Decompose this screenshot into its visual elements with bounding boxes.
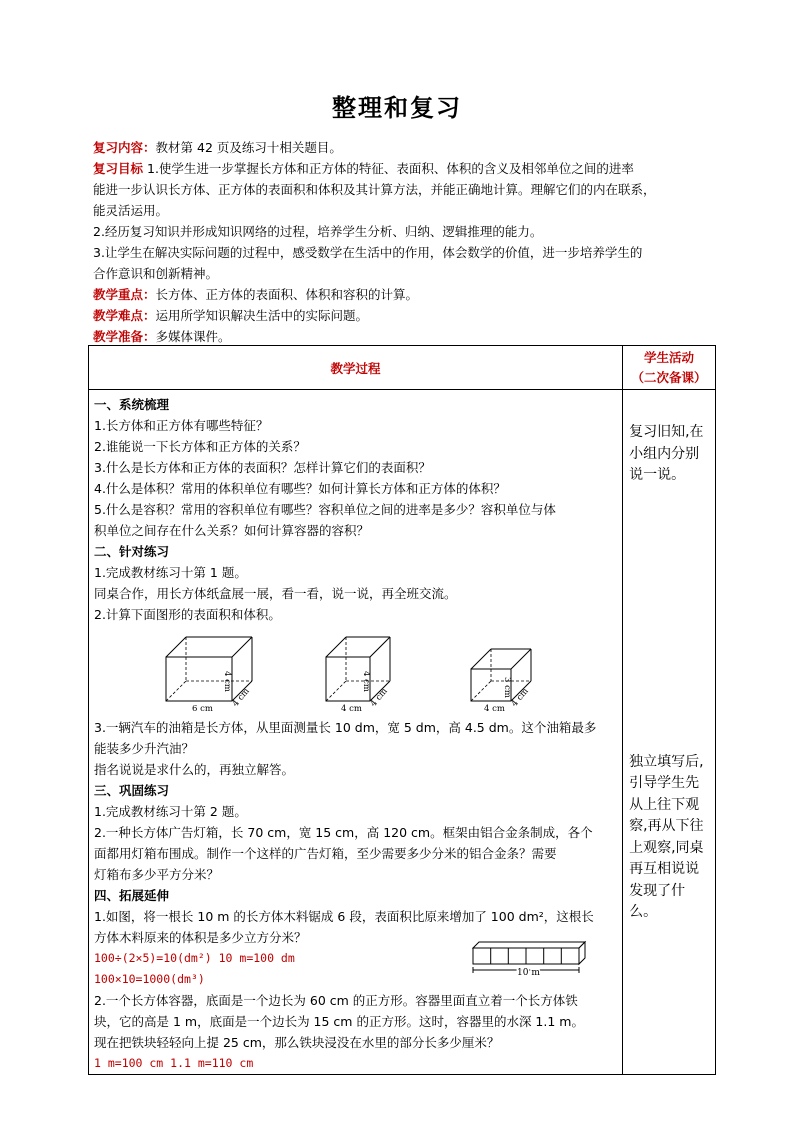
difficult-point-text: 运用所学知识解决生活中的实际问题。 [155,308,369,323]
section-4-title: 四、拓展延伸 [94,888,170,903]
section-3-title: 三、巩固练习 [94,783,170,798]
s3-p1: 1.完成教材练习十第 2 题。 [94,804,247,819]
side-note-2-line: 独立填写后, [629,753,704,770]
header-student-activity [623,346,716,390]
process-cell [89,390,623,1075]
key-point-label: 教学重点： [93,287,156,302]
preparation-text: 多媒体课件。 [155,329,231,344]
cube-figure-2 [319,627,399,715]
side-note-2 [629,752,709,924]
s3-p2-line2: 面都用灯箱布围成。制作一个这样的广告灯箱，至少需要多少分米的铝合金条？需要 [94,846,557,861]
lesson-table [88,345,716,1075]
review-goal-3-line2: 合作意识和创新精神。 [93,266,219,281]
side-note-1-line: 复习旧知,在 [629,424,704,440]
s2-p3: 3.一辆汽车的油箱是长方体，从里面测量长 10 dm，宽 5 dm，高 4.5 dm。这个油箱最多 [94,720,597,735]
preparation [93,326,715,347]
s4-p2-line2: 块，它的高是 1 m，底面是一个边长为 15 cm 的正方形。这时，容器里的水深 1.1 m。 [94,1014,584,1029]
s4-p2-line3: 现在把铁块轻轻向上提 25 cm，那么铁块浸没在水里的部分长多少厘米？ [94,1035,500,1050]
side-note-2-line: 察,再从下往 [629,818,704,834]
s3-p2: 2.一种长方体广告灯箱，长 70 cm，宽 15 cm，高 120 cm。框架由铝合金条制成，各个 [94,825,593,840]
s2-p1: 1.完成教材练习十第 1 题。 [94,565,247,580]
fig1-height: 4 cm [222,671,232,692]
s4-p1: 1.如图，将一根长 10 m 的长方体木料锯成 6 段，表面积比原来增加了 100 dm²，这根长 [94,909,594,924]
key-point [93,284,715,305]
cuboid-figure-3 [464,627,544,715]
review-content-text: 教材第 42 页及练习十相关题目。 [155,140,342,155]
s1-q2: 2.谁能说一下长方体和正方体的关系？ [94,439,306,454]
fig3-height: 3 cm [502,677,512,698]
side-note-1 [629,422,709,487]
fig1-depth: 4 cm [230,686,252,709]
s4-answer-3: 1 m=100 cm 1.1 m=110 cm [94,1056,254,1070]
section-2-title: 二、针对练习 [94,544,170,559]
section-1-title: 一、系统梳理 [94,397,170,412]
side-note-2-line: 再互相说说 [629,861,700,877]
fig2-height: 4 cm [361,671,371,692]
s3-p2-line3: 灯箱布多少平方分米？ [94,867,220,882]
review-goal-3: 3.让学生在解决实际问题的过程中，感受数学在生活中的作用，体会数学的价值，进一步培养学生的 [93,245,643,260]
s1-q5: 5.什么是容积？常用的容积单位有哪些？容积单位之间的进率是多少？容积单位与体 [94,502,556,517]
s2-p3b: 指名说说是求什么的，再独立解答。 [94,762,295,777]
s2-p3-line2: 能装多少升汽油？ [94,741,195,756]
fig1-length: 6 cm [192,704,213,714]
cuboid-figure-1 [159,627,259,715]
fig2-depth: 4 cm [368,686,390,709]
side-note-2-line: 发现了什么。 [629,882,686,920]
s1-q4: 4.什么是体积？常用的体积单位有哪些？如何计算长方体和正方体的体积？ [94,481,506,496]
s4-answer-1: 100÷(2×5)=10(dm²) 10 m=100 dm [94,951,295,965]
header-process: 教学过程 [89,346,623,390]
page-title: 整理和复习 [332,94,462,122]
header-student-line2: （二次备课） [631,370,707,385]
s4-answer-2: 100×10=1000(dm³) [94,972,205,986]
log-length-label: 10 m [517,968,540,978]
student-activity-cell [623,390,716,1075]
side-note-2-line: 引导学生先 [629,775,700,791]
review-goal-line3: 能灵活运用。 [93,203,169,218]
review-goal-label: 复习目标 [93,161,144,176]
review-content [93,137,715,158]
figures-row [94,625,616,717]
s4-p1-line2: 方体木料原来的体积是多少立方分米？ [94,930,307,945]
key-point-text: 长方体、正方体的表面积、体积和容积的计算。 [155,287,419,302]
difficult-point-label: 教学难点： [93,308,156,323]
intro-block [93,137,715,347]
review-goal-2: 2.经历复习知识并形成知识网络的过程，培养学生分析、归纳、逻辑推理的能力。 [93,224,543,239]
answer-and-figure [94,948,616,990]
difficult-point [93,305,715,326]
fig3-depth: 4 cm [509,686,531,709]
s1-q5-line2: 积单位之间存在什么关系？如何计算容器的容积？ [94,523,370,538]
review-content-label: 复习内容： [93,140,156,155]
fig2-length: 4 cm [341,704,362,714]
fig3-length: 4 cm [484,704,505,714]
header-student-line1: 学生活动 [644,350,695,365]
s2-p2: 2.计算下面图形的表面积和体积。 [94,607,281,622]
log-figure [469,938,589,982]
preparation-label: 教学准备： [93,329,156,344]
side-note-1-line: 说一说。 [629,467,686,483]
side-note-1-line: 小组内分别 [629,445,700,462]
side-note-2-line: 上观察,同桌 [629,839,704,856]
s2-p1b: 同桌合作，用长方体纸盒展一展，看一看，说一说，再全班交流。 [94,586,457,601]
s1-q3: 3.什么是长方体和正方体的表面积？怎样计算它们的表面积？ [94,460,431,475]
review-goal-line2: 能进一步认识长方体、正方体的表面积和体积及其计算方法，并能正确地计算。理解它们的内在联系， [93,182,656,197]
review-goal-text: 1.使学生进一步掌握长方体和正方体的特征、表面积、体积的含义及相邻单位之间的进率 [143,161,634,176]
s1-q1: 1.长方体和正方体有哪些特征？ [94,418,269,433]
side-note-2-line: 从上往下观 [629,796,700,813]
s4-p2: 2.一个长方体容器，底面是一个边长为 60 cm 的正方形。容器里面直立着一个长方体铁 [94,993,578,1008]
review-goal [93,158,715,179]
